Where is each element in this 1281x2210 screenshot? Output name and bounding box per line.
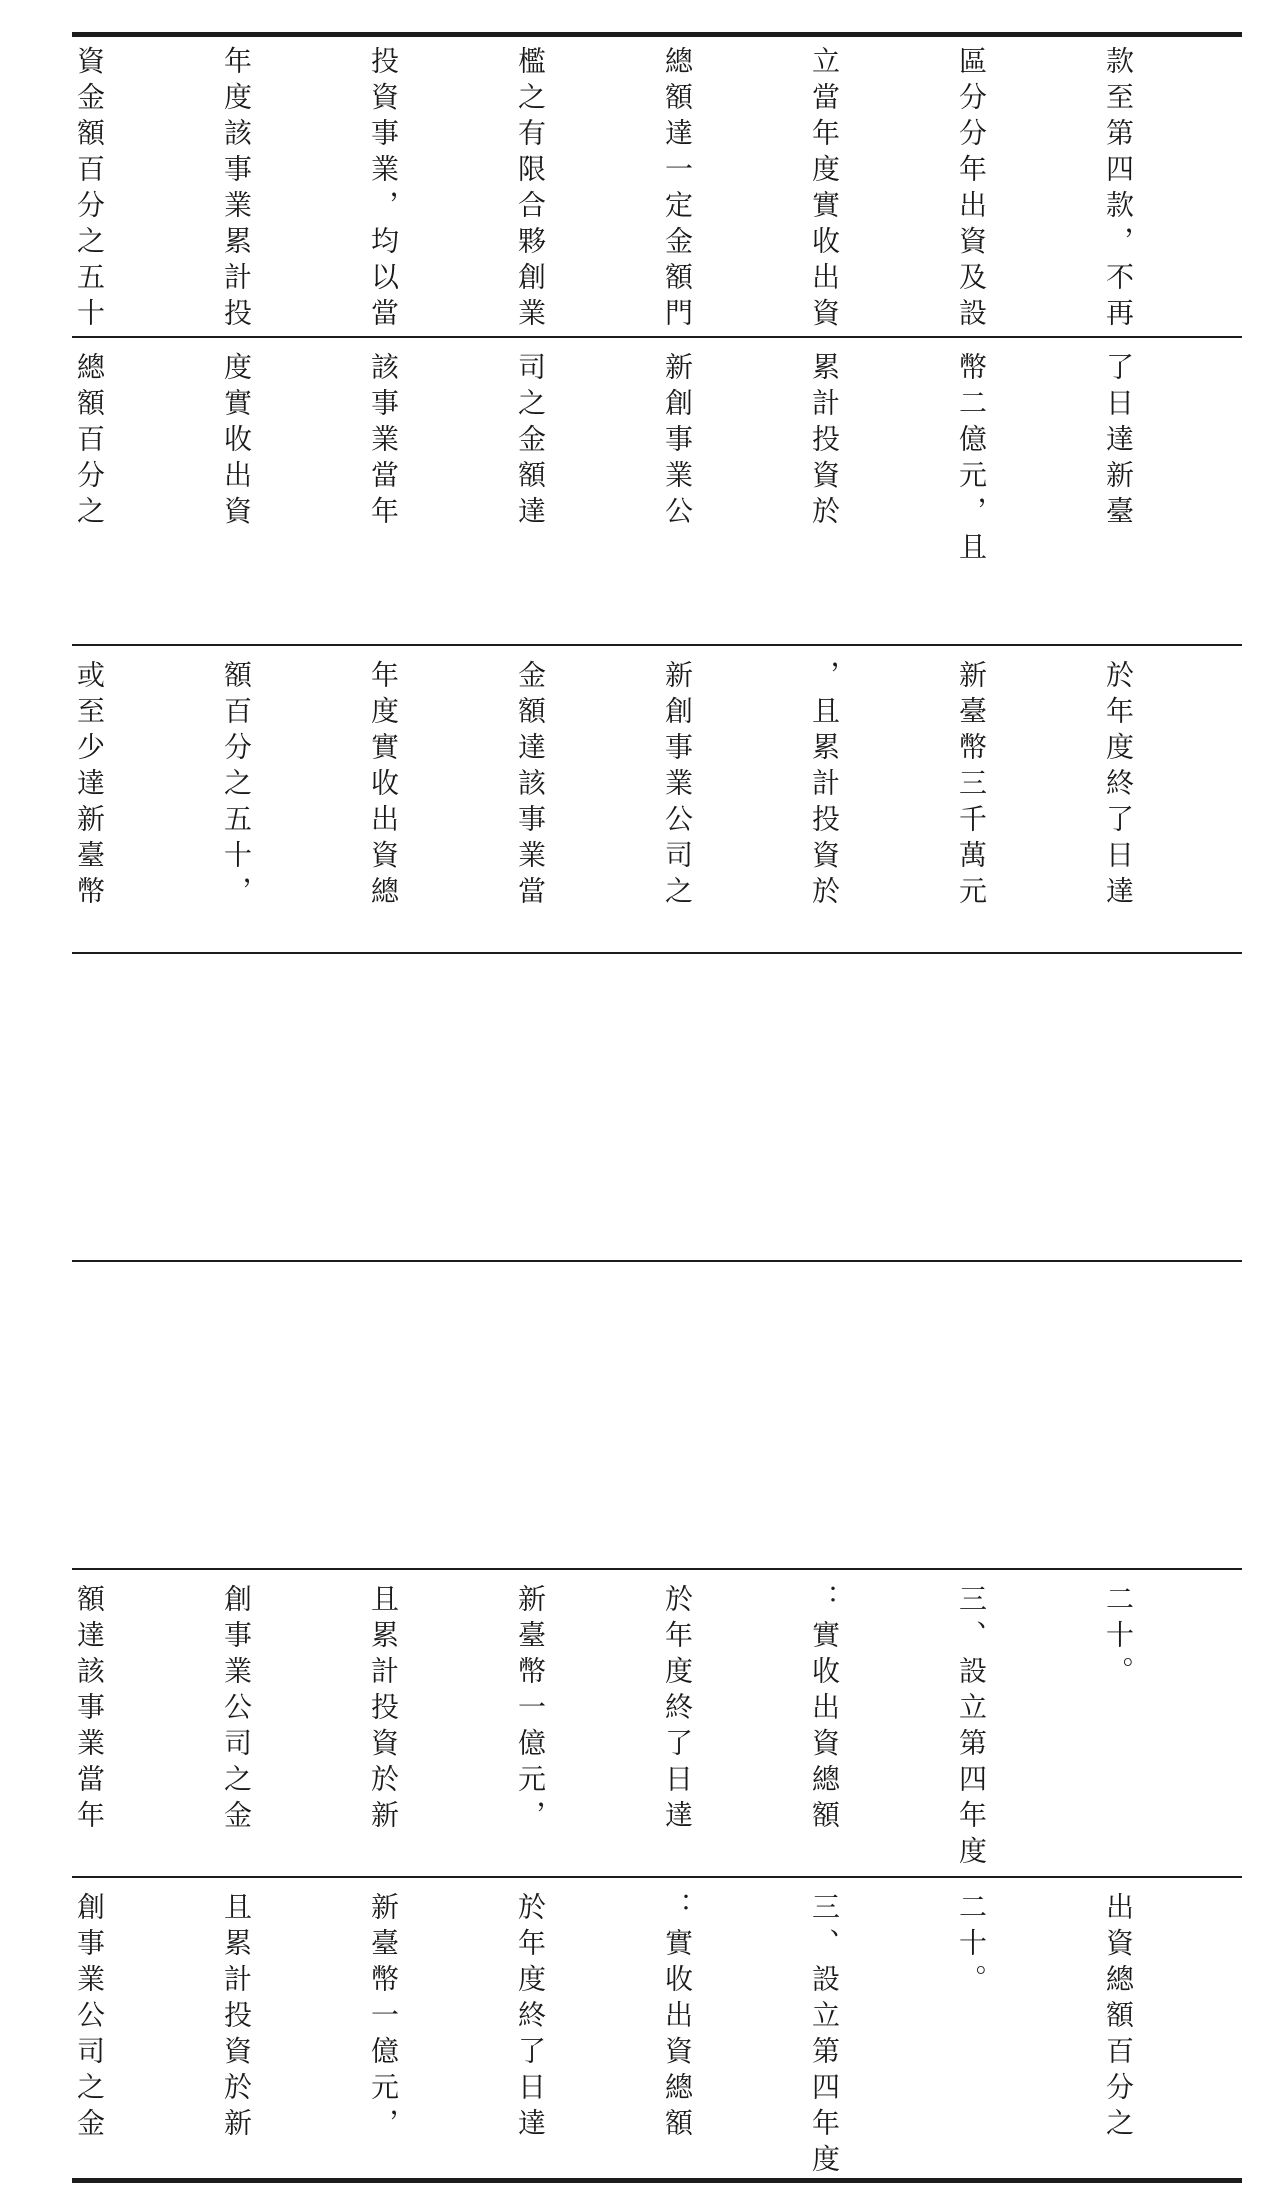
cell-line: 新臺幣三千萬元 [955, 660, 988, 912]
row-divider-6 [72, 1876, 1242, 1878]
bottom-border-rule [72, 2178, 1242, 2183]
cell-line: 於年度終了日達 [661, 1584, 694, 1836]
row-divider-5 [72, 1568, 1242, 1570]
cell-line: 該事業當年 [367, 352, 400, 532]
cell-line: ，且累計投資於 [808, 660, 841, 912]
cell-line: 三、設立第四年度 [808, 1892, 841, 2180]
cell-line: 累計投資於 [808, 352, 841, 532]
cell-line: 或至少達新臺幣 [73, 660, 106, 912]
cell-line: 新創事業公 [661, 352, 694, 532]
cell-line: 且累計投資於新 [367, 1584, 400, 1836]
cell-top-middle [0, 352, 1241, 642]
cell-bottom-middle [0, 1584, 1241, 1874]
cell-line: 立當年度實收出資 [808, 46, 841, 334]
cell-line: 司之金額達 [514, 352, 547, 532]
cell-line: 且累計投資於新 [220, 1892, 253, 2144]
cell-line: 新臺幣一億元， [514, 1584, 547, 1836]
cell-line: 額百分之五十， [220, 660, 253, 912]
cell-line: 年度實收出資總 [367, 660, 400, 912]
cell-line: 二十。 [1102, 1584, 1135, 1692]
cell-line: 資金額百分之五十 [73, 46, 106, 334]
cell-line: 於年度終了日達 [514, 1892, 547, 2144]
row-divider-1 [72, 336, 1242, 338]
cell-line: 幣二億元，且 [955, 352, 988, 568]
cell-line: 新創事業公司之 [661, 660, 694, 912]
cell-line: 金額達該事業當 [514, 660, 547, 912]
cell-line: 出資總額百分之 [1102, 1892, 1135, 2144]
cell-bottom-left [0, 1892, 1241, 2180]
cell-line: 總額百分之 [73, 352, 106, 532]
cell-line: 檻之有限合夥創業 [514, 46, 547, 334]
cell-line: ：實收出資總額 [661, 1892, 694, 2144]
cell-line: 創事業公司之金 [73, 1892, 106, 2144]
cell-line: 投資事業，均以當 [367, 46, 400, 334]
cell-line: 年度該事業累計投 [220, 46, 253, 334]
cell-line: 額達該事業當年 [73, 1584, 106, 1836]
top-border-rule [72, 32, 1242, 37]
row-divider-4 [72, 1260, 1242, 1262]
cell-line: 區分分年出資及設 [955, 46, 988, 334]
cell-line: 了日達新臺 [1102, 352, 1135, 532]
cell-line: 於年度終了日達 [1102, 660, 1135, 912]
cell-top-right [0, 46, 1241, 336]
cell-line: 度實收出資 [220, 352, 253, 532]
cell-line: ：實收出資總額 [808, 1584, 841, 1836]
cell-line: 款至第四款，不再 [1102, 46, 1135, 334]
row-divider-2 [72, 644, 1242, 646]
cell-line: 新臺幣一億元， [367, 1892, 400, 2144]
cell-line: 二十。 [955, 1892, 988, 2000]
cell-top-left [0, 660, 1241, 950]
row-divider-3 [72, 952, 1242, 954]
cell-line: 創事業公司之金 [220, 1584, 253, 1836]
cell-line: 三、設立第四年度 [955, 1584, 988, 1872]
cell-line: 總額達一定金額門 [661, 46, 694, 334]
